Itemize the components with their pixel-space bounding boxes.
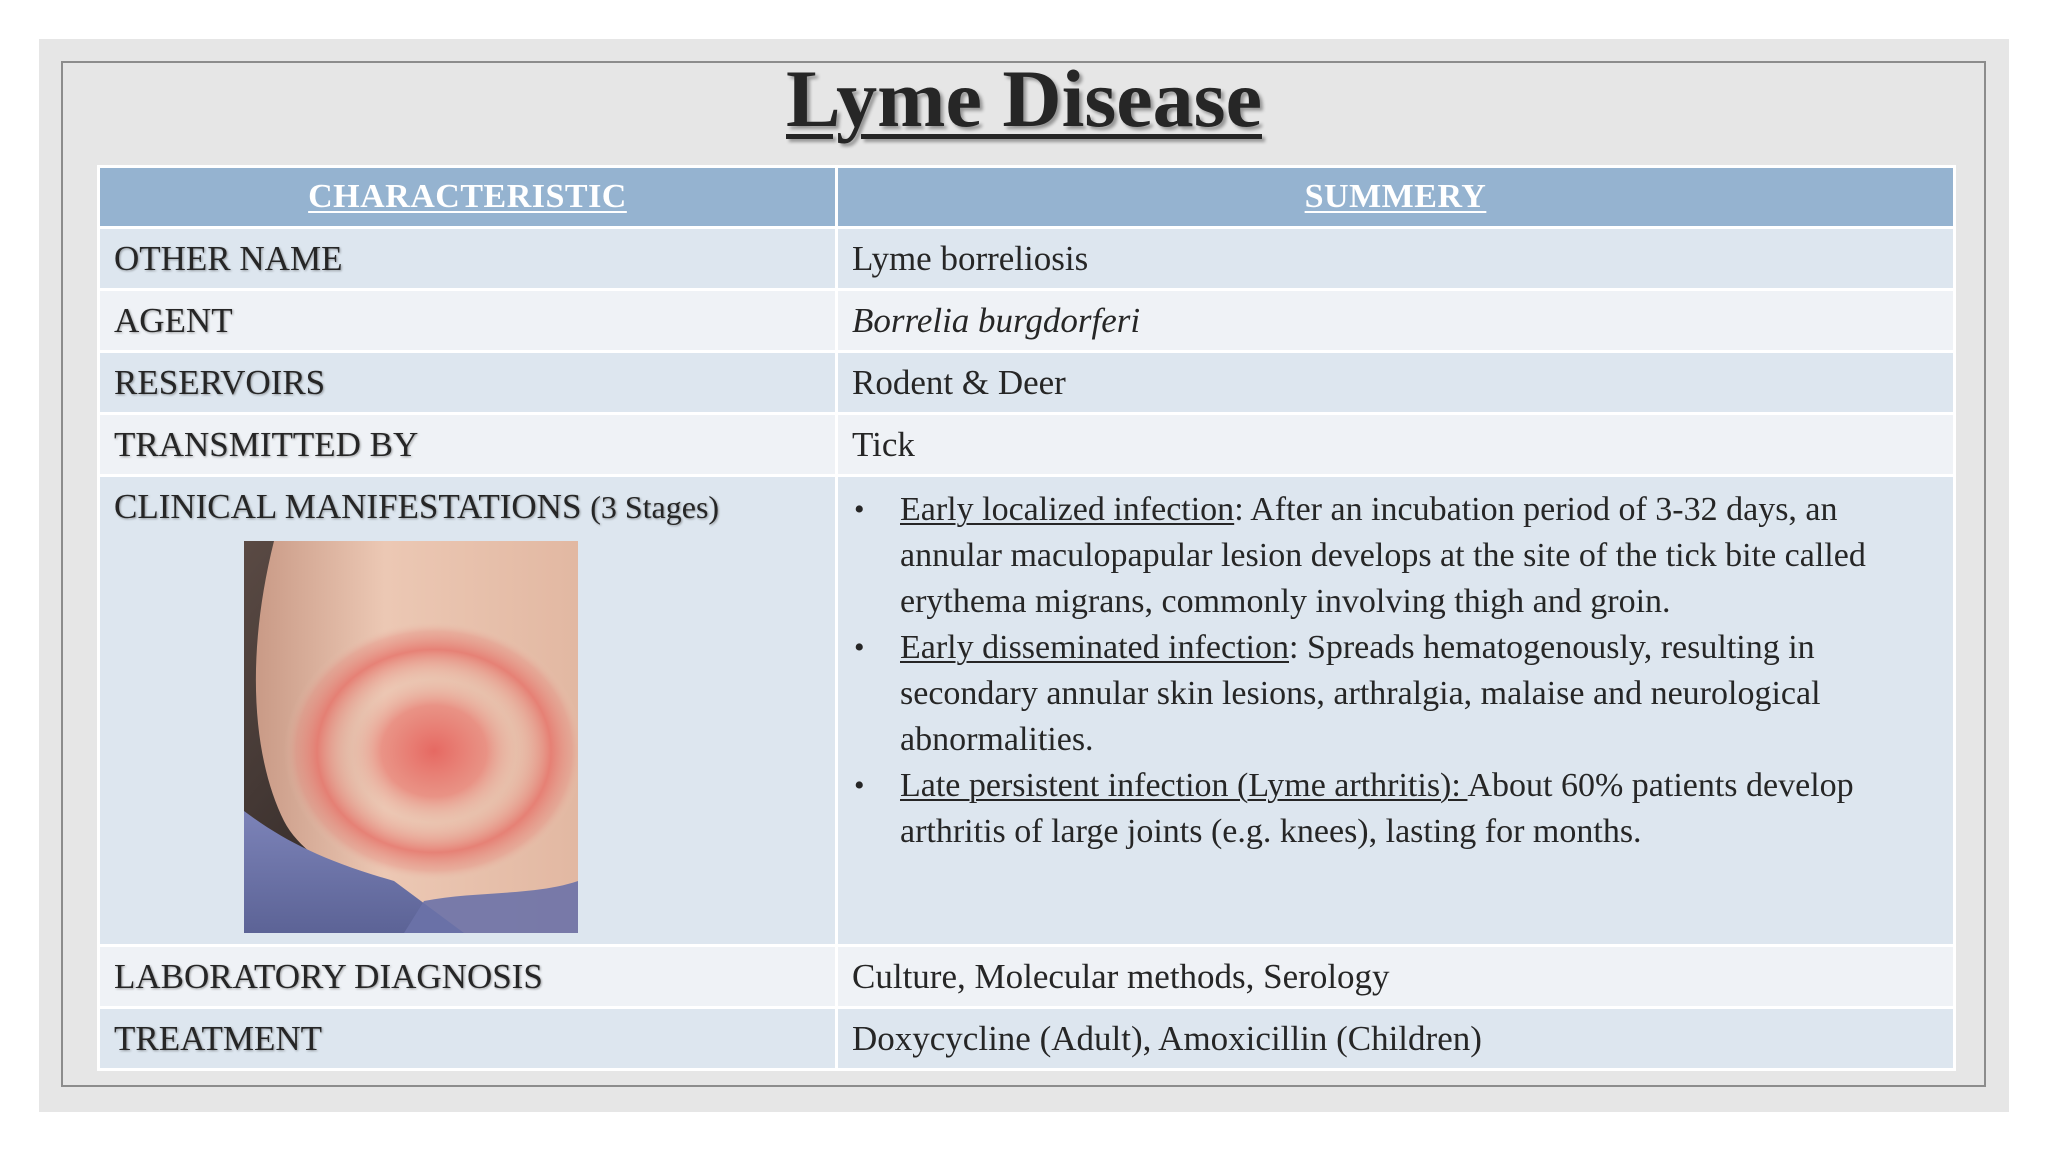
slide-title: Lyme Disease <box>786 53 1262 144</box>
erythema-migrans-photo <box>244 541 578 933</box>
cell-summary: Tick <box>837 414 1955 476</box>
cell-summary: Rodent & Deer <box>837 352 1955 414</box>
table-row-laboratory-diagnosis <box>99 946 1955 1008</box>
cell-characteristic: TRANSMITTED BY <box>99 414 837 476</box>
clinical-label-note: (3 Stages) <box>590 489 720 525</box>
cell-characteristic: OTHER NAME <box>99 228 837 290</box>
cell-summary: Culture, Molecular methods, Serology <box>837 946 1955 1008</box>
table-row-transmitted-by <box>99 414 1955 476</box>
cell-characteristic <box>99 476 837 946</box>
table-row-clinical-manifestations <box>99 476 1955 946</box>
bullet-icon: • <box>854 493 865 526</box>
cell-characteristic: AGENT <box>99 290 837 352</box>
cell-characteristic: TREATMENT <box>99 1008 837 1070</box>
stage-term: Late persistent infection (Lyme arthritis): <box>900 767 1468 804</box>
table-row-treatment <box>99 1008 1955 1070</box>
list-item-stage-3 <box>852 763 1939 855</box>
clinical-label: CLINICAL MANIFESTATIONS <box>114 487 582 526</box>
list-item-stage-2 <box>852 625 1939 763</box>
bullet-icon: • <box>854 631 865 664</box>
table-row-other-name <box>99 228 1955 290</box>
stage-term: Early disseminated infection <box>900 629 1289 666</box>
cell-characteristic: RESERVOIRS <box>99 352 837 414</box>
cell-summary: Borrelia burgdorferi <box>837 290 1955 352</box>
bullet-icon: • <box>854 769 865 802</box>
table-row-reservoirs <box>99 352 1955 414</box>
header-characteristic: CHARACTERISTIC <box>99 167 837 228</box>
lyme-disease-table <box>97 165 1956 1071</box>
stages-list <box>852 487 1939 855</box>
cell-summary <box>837 476 1955 946</box>
stage-text: About 60% patients develop arthritis of large joints (e.g. knees), lasting for months. <box>900 767 1854 850</box>
table-header-row <box>99 167 1955 228</box>
stage-term: Early localized infection <box>900 491 1235 528</box>
cell-characteristic: LABORATORY DIAGNOSIS <box>99 946 837 1008</box>
table-row-agent <box>99 290 1955 352</box>
cell-summary: Lyme borreliosis <box>837 228 1955 290</box>
stage-text: : Spreads hematogenously, resulting in secondary annular skin lesions, arthralgia, malaise and neurological abnormalities. <box>900 629 1821 758</box>
stage-text: : After an incubation period of 3-32 days, an annular maculopapular lesion develops at the site of the tick bite called erythema migrans, commonly involving thigh and groin. <box>900 491 1866 620</box>
list-item-stage-1 <box>852 487 1939 625</box>
header-summary: SUMMERY <box>837 167 1955 228</box>
cell-summary: Doxycycline (Adult), Amoxicillin (Children) <box>837 1008 1955 1070</box>
